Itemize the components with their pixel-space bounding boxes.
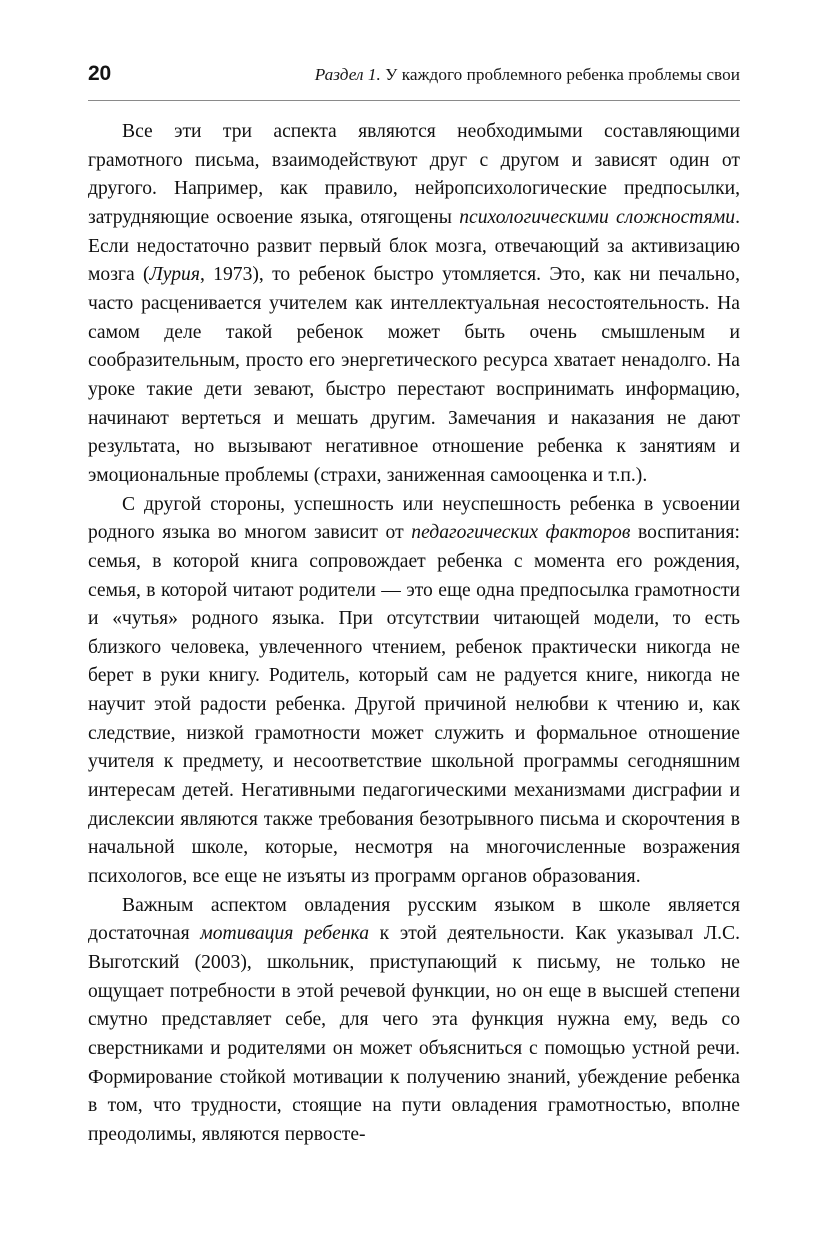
body-text: воспитания: семья, в которой книга сопровождает ребенка с момента его рождения, семья, в которой читают родители — это еще одна предпосылка грамотности и «чутья» родного языка. При отсутствии читающей модели, то есть близкого человека, увлеченного чтением, ребенок практически никогда не берет в руки книгу. Родитель, который сам не радуется книге, никогда не научит этой радости ребенка. Другой причиной нелюбви к чтению и, как следствие, низкой грамотности может служить и формальное отношение учителя к предмету, и несоответствие школьной программы сегодняшним интересам детей. Негативными педагогическими механизмами дисграфии и дислексии являются также требования безотрывного письма и скорочтения в начальной школе, которые, несмотря на многочисленные возражения психологов, все еще не изъяты из программ органов образования. [88,522,740,888]
emphasis-text: психологическими сложностями [459,206,736,228]
body-text: , 1973), то ребенок быстро утомляется. Это, как ни печально, часто расценивается учителем как интеллектуальная несостоятельность. На самом деле такой ребенок может быть очень смышленым и сообразительным, просто его энергетического ресурса хватает ненадолго. На уроке такие дети зевают, быстро перестают воспринимать информацию, начинают вертеться и мешать другим. Замечания и наказания не дают результата, но вызывают негативное отношение ребенка к занятиям и эмоциональные проблемы (страхи, заниженная самооценка и т.п.). [88,264,740,486]
header-rule-divider [88,100,740,101]
emphasis-text: педагогических факторов [411,522,631,544]
body-text: Все эти три аспекта являются необходимыми составляющими грамотного письма, взаимодействуют друг с другом и зависят один от другого. Например, как правило, нейропсихологические предпосылки, затрудняющие освоение языка, отягощены [88,121,740,228]
body-text: Важным аспектом овладения русским языком в школе является достаточная [88,894,740,945]
body-text: . Если недостаточно развит первый блок мозга, отвечающий за активизацию мозга ( [88,206,740,286]
running-head [88,62,740,96]
paragraph-3 [88,892,740,1150]
running-head-title [315,63,740,87]
body-text: С другой стороны, успешность или неуспешность ребенка в усвоении родного языка во многом зависит от [88,493,740,544]
body-text-block [88,118,740,1150]
paragraph-2 [88,491,740,892]
emphasis-text: мотивация ребенка [200,923,370,945]
running-head-section: Раздел 1. [314,65,381,84]
page-number: 20 [88,62,111,85]
body-text: к этой деятельности. Как указывал Л.С. Выготский (2003), школьник, приступающий к письму, не только не ощущает потребности в этой речевой функции, но он еще в высшей степени смутно представляет себе, для чего эта функция нужна ему, ведь со сверстниками и родителями он может объясниться с помощью устной речи. Формирование стойкой мотивации к получению знаний, убеждение ребенка в том, что трудности, стоящие на пути овладения грамотностью, вполне преодолимы, являются первосте- [88,923,740,1145]
running-head-chapter: У каждого проблемного ребенка проблемы свои [380,65,740,84]
emphasis-text: Лурия [149,264,200,286]
paragraph-1 [88,118,740,491]
